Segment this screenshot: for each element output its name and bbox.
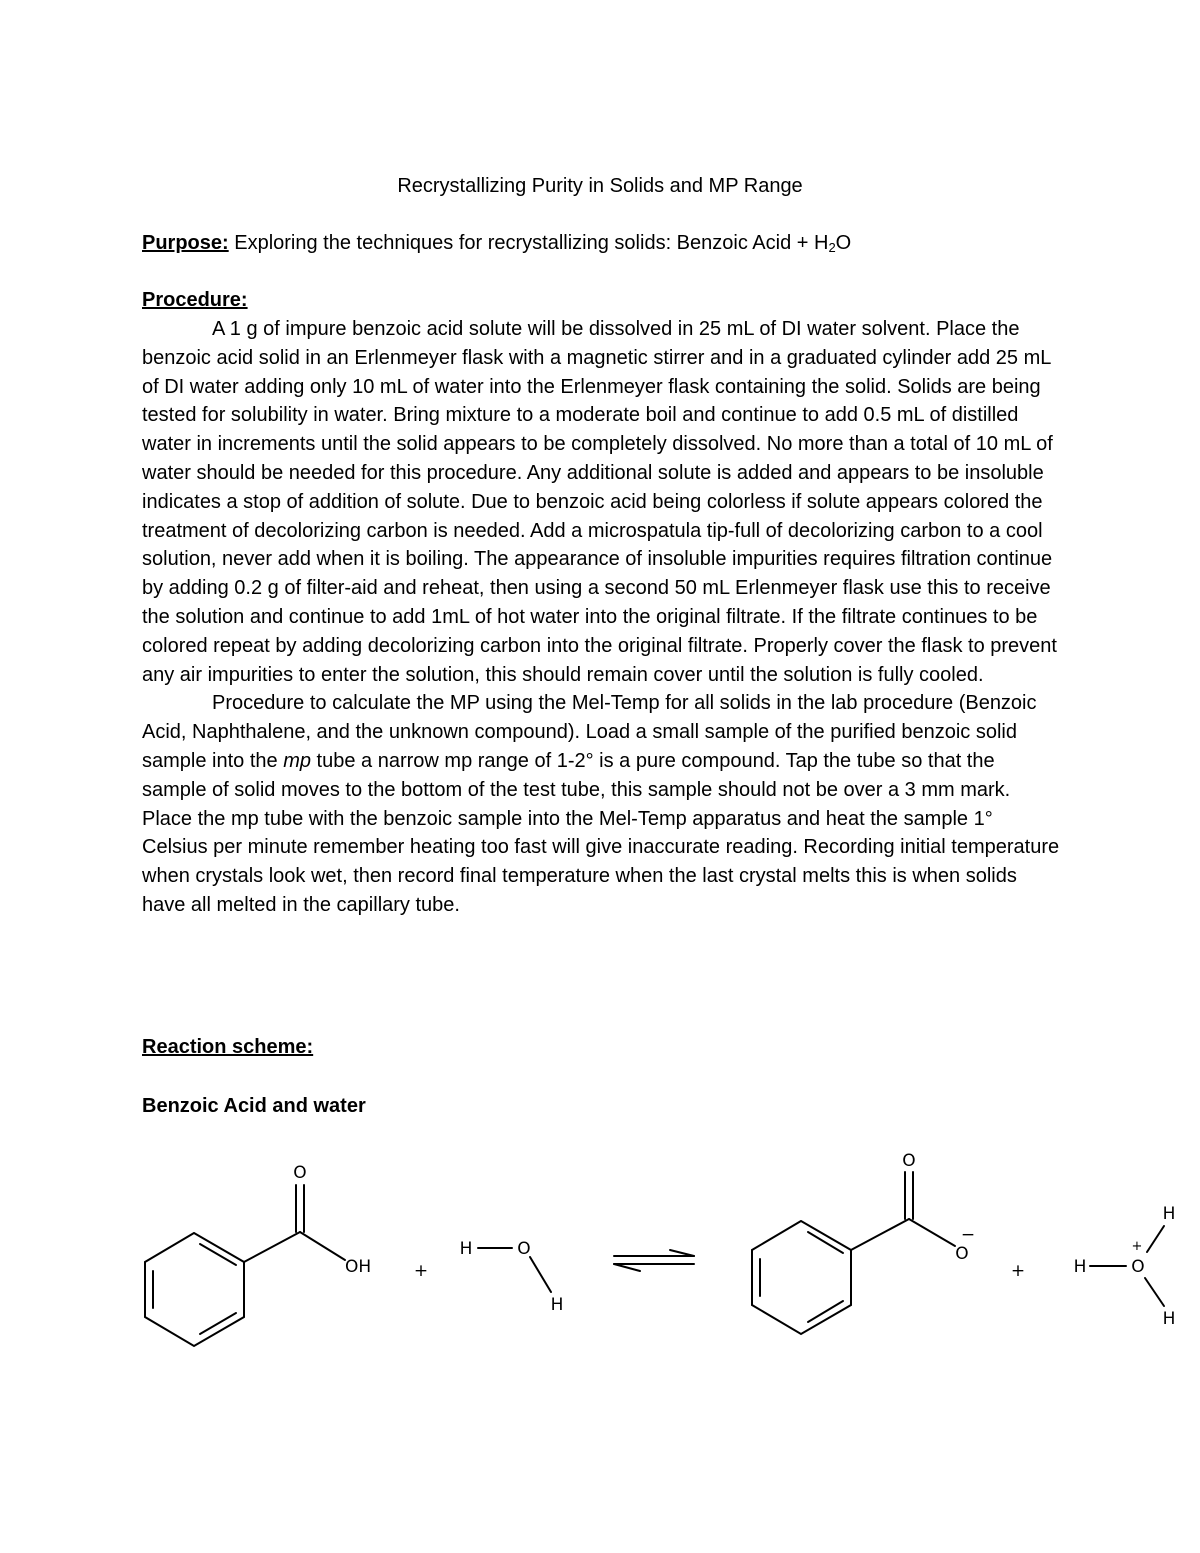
label-o3: O (1131, 1257, 1145, 1277)
purpose-label: Purpose: (142, 232, 229, 254)
label-h3-bottom: H (1162, 1309, 1176, 1329)
label-h-water-2: H (550, 1295, 564, 1315)
equilibrium-arrows (614, 1250, 694, 1271)
procedure-body (142, 315, 1062, 920)
benzoic-acid-structure (145, 1185, 345, 1346)
reaction-heading: Reaction scheme: (142, 1036, 314, 1058)
purpose-text: Exploring the techniques for recrystallizing solids: Benzoic Acid + H (228, 232, 829, 254)
label-o2: O (902, 1151, 916, 1171)
benzoate-structure (752, 1172, 955, 1334)
label-h3-top: H (1162, 1204, 1176, 1224)
procedure-paragraph-1: A 1 g of impure benzoic acid solute will be dissolved in 25 mL of DI water solvent. Place the benzoic acid solid in an Erlenmeyer flask with a magnetic stirrer and in a graduated cylinder add 25 mL of DI water adding only 10 mL of water into the Erlenmeyer flask containing the solid. Solids are being tested for solubility in water. Bring mixture to a moderate boil and continue to add 0.5 mL of distilled water in increments until the solid appears to be completely dissolved. No more than a total of 10 mL of water should be needed for this procedure. Any additional solute is added and appears to be insoluble indicates a stop of addition of solute. Due to benzoic acid being colorless if solute appears colored the treatment of decolorizing carbon is needed. Add a microspatula tip-full of decolorizing carbon to a cool solution, never add when it is boiling. The appearance of insoluble impurities requires filtration continue by adding 0.2 g of filter-aid and reheat, then using a second 50 mL Erlenmeyer flask use this to receive the solution and continue to add 1mL of hot water into the original filtrate. If the filtrate continues to be colored repeat by adding decolorizing carbon into the original filtrate. Properly cover the flask to prevent any air impurities to enter the solution, this should remain cover until the solution is fully cooled. (142, 318, 1057, 686)
procedure-paragraph-2-italic: mp (283, 749, 311, 772)
hydronium-structure (1090, 1226, 1164, 1306)
document-title: Recrystallizing Purity in Solids and MP Range (397, 175, 803, 197)
reaction-scheme (0, 1140, 1200, 1360)
procedure-paragraph-2-start: Procedure to calculate the MP using the Mel-Temp for all solids in the lab procedure (Benzoic Acid, Naphthalene, and the unknown compound). Load a small sample of the purified benzoic solid sample into the (142, 692, 1037, 772)
label-o-minus: O (955, 1244, 969, 1264)
procedure-heading: Procedure: (142, 289, 248, 311)
reaction-subheading: Benzoic Acid and water (142, 1095, 366, 1117)
label-o1: O (293, 1163, 307, 1183)
label-oh: OH (345, 1257, 372, 1277)
purpose-line (142, 229, 851, 257)
label-minus-charge: − (960, 1225, 976, 1245)
label-plus1: + (413, 1261, 429, 1281)
label-h-water: H (459, 1239, 473, 1259)
label-h3-left: H (1073, 1257, 1087, 1277)
label-o-water: O (517, 1239, 531, 1259)
procedure-paragraph-2 (142, 689, 1062, 919)
purpose-subscript: 2 (828, 240, 836, 255)
label-plus2: + (1010, 1261, 1026, 1281)
water-structure (478, 1248, 551, 1292)
label-o3-charge: + (1131, 1239, 1143, 1254)
procedure-paragraph-2-end: tube a narrow mp range of 1-2° is a pure compound. Tap the tube so that the sample of solid moves to the bottom of the test tube, this sample should not be over a 3 mm mark. Place the mp tube with the benzoic sample into the Mel-Temp apparatus and heat the sample 1° Celsius per minute remember heating too fast will give inaccurate reading. Recording initial temperature when crystals look wet, then record final temperature when the last crystal melts this is when solids have all melted in the capillary tube. (142, 749, 1060, 916)
purpose-text-end: O (835, 232, 852, 254)
